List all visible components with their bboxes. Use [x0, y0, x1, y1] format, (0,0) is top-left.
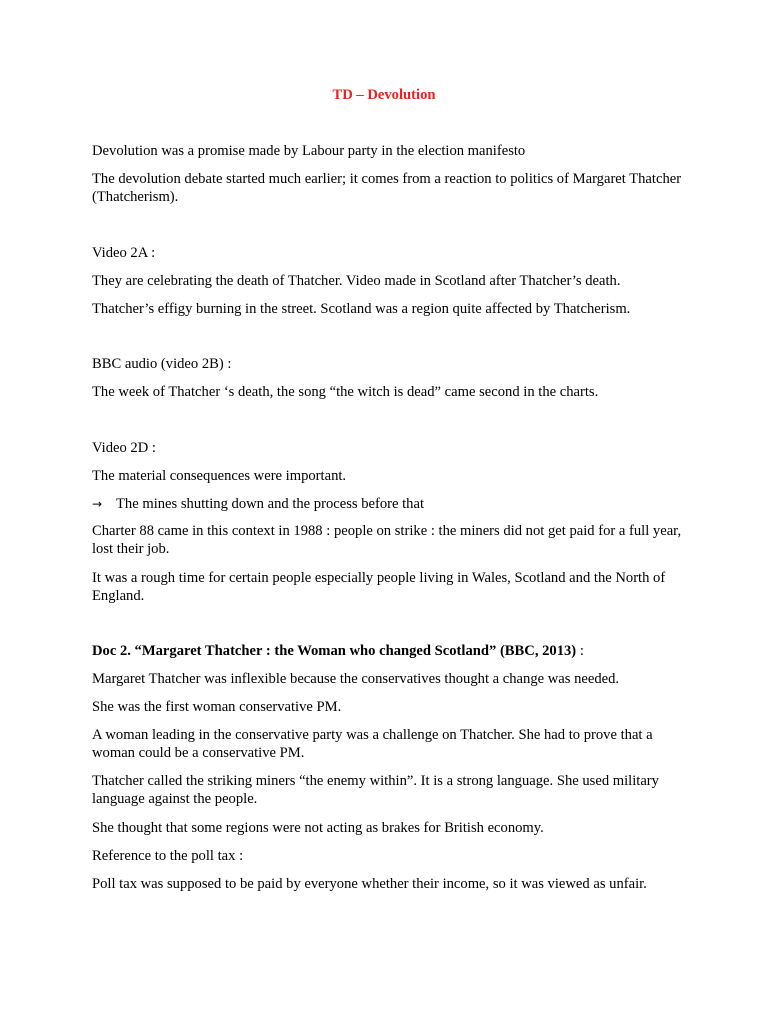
paragraph-devolution-debate: The devolution debate started much earlier; it comes from a reaction to politics of Margaret Thatcher (Thatcherism).	[92, 171, 682, 205]
heading-video-2a: Video 2A :	[92, 245, 156, 261]
arrow-right-icon: →	[92, 497, 103, 511]
paragraph-celebrating-death: They are celebrating the death of Thatcher. Video made in Scotland after Thatcher’s death.	[92, 273, 621, 289]
paragraph-charter-88: Charter 88 came in this context in 1988 : people on strike : the miners did not get paid for a full year, lost their job.	[92, 523, 682, 557]
paragraph-woman-leading: A woman leading in the conservative party was a challenge on Thatcher. She had to prove that a woman could be a conservative PM.	[92, 727, 653, 761]
heading-bbc-audio: BBC audio (video 2B) :	[92, 356, 232, 372]
bullet-text: The mines shutting down and the process before that	[116, 496, 425, 512]
doc-heading-suffix: :	[576, 643, 584, 659]
paragraph-witch-song: The week of Thatcher ‘s death, the song “the witch is dead” came second in the charts.	[92, 384, 599, 400]
paragraph-effigy-burning: Thatcher’s effigy burning in the street. Scotland was a region quite affected by Thatcherism.	[92, 301, 631, 317]
paragraph-poll-tax-unfair: Poll tax was supposed to be paid by everyone whether their income, so it was viewed as unfair.	[92, 876, 647, 892]
paragraph-inflexible: Margaret Thatcher was inflexible because the conservatives thought a change was needed.	[92, 671, 620, 687]
document-title: TD – Devolution	[332, 87, 436, 103]
heading-doc-2	[92, 642, 682, 660]
paragraph-material-consequences: The material consequences were important.	[92, 468, 347, 484]
paragraph-poll-tax-reference: Reference to the poll tax :	[92, 848, 244, 864]
paragraph-first-woman: She was the first woman conservative PM.	[92, 699, 342, 715]
doc-heading-bold: Doc 2. “Margaret Thatcher : the Woman who changed Scotland” (BBC, 2013)	[92, 643, 577, 659]
paragraph-regions-brakes: She thought that some regions were not acting as brakes for British economy.	[92, 820, 544, 836]
paragraph-enemy-within: Thatcher called the striking miners “the enemy within”. It is a strong language. She used military language against the people.	[92, 773, 659, 807]
paragraph-rough-time: It was a rough time for certain people especially people living in Wales, Scotland and the North of England.	[92, 570, 666, 604]
heading-video-2d: Video 2D :	[92, 440, 156, 456]
bullet-mines-shutting	[92, 495, 682, 513]
paragraph-devolution-promise: Devolution was a promise made by Labour party in the election manifesto	[92, 143, 526, 159]
